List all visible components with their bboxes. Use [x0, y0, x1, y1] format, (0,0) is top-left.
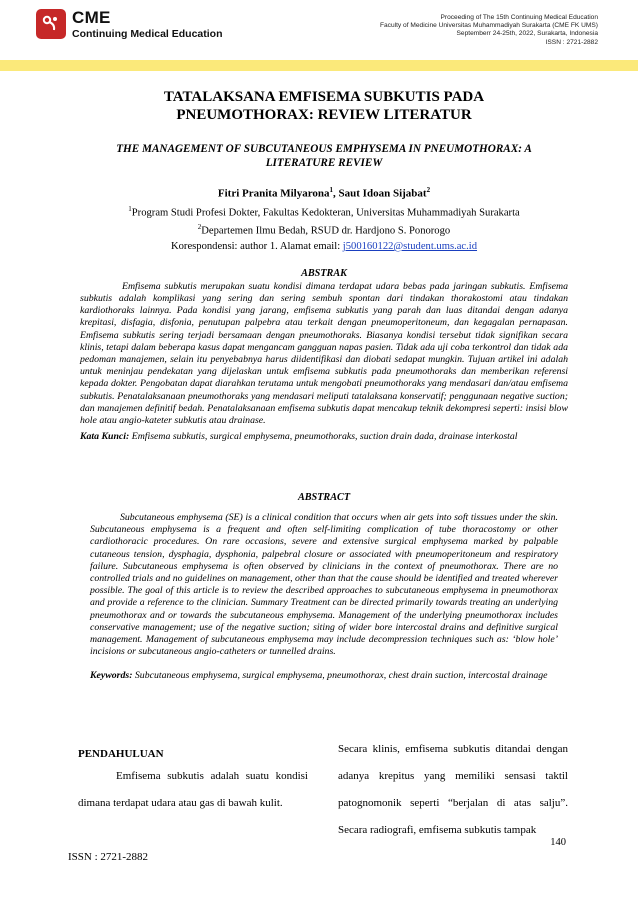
body-paragraph: Emfisema subkutis adalah suatu kondisi dimana terdapat udara atau gas di bawah kulit.	[78, 770, 308, 809]
body-paragraph: Secara klinis, emfisema subkutis ditandai dengan adanya krepitus yang memiliki sensasi taktil patognomonik seperti “berjalan di atas salju”. Secara radiografi, emfisema subkutis tampak	[338, 743, 568, 836]
affiliation-1: $^1$Program Studi Profesi Dokter, Fakultas Kedokteran, Universitas Muhammadiyah Surakarta	[128, 204, 520, 219]
header-yellow-bar	[0, 60, 638, 71]
abstrak-heading: ABSTRAK	[301, 267, 347, 279]
logo-main-text: CME	[72, 8, 111, 27]
title-line: PNEUMOTHORAX: REVIEW LITERATUR	[176, 107, 472, 123]
affiliations	[80, 202, 568, 254]
proceeding-line: ISSN : 2721-2882	[545, 38, 598, 46]
abstract-text: Subcutaneous emphysema (SE) is a clinical condition that occurs when air gets into soft tissues under the skin. Subcutaneous emphysema is a frequent and often self-limiting complication of tube thoracostomy or other cardiothoracic procedures. On rare occasions, severe and extensive surgical emphysema marked by palpable cutaneous tension, dysphagia, dysphonia, palpebral closure or associated with pneumoperitoneum and respiratory failure. Subcutaneous emphysema is often observed by clinicians in the context of pneumothorax. There are no controlled trials and no guidelines on management, other than that the cause should be identified and treated wherever possible. The goal of this article is to review the described approaches to subcutaneous emphysema in pneumothorax and provide a reference to the clinician. Summary Treatment can be directed primarily towards treating an underlying pneumothorax and or towards the subcutaneous emphysema. Management of the underlying pneumothorax includes conservative management; use of the negative suction; siting of wider bore intercostal drains and definitive surgical management. Management of subcutaneous emphysema may include decompression techniques such as: ‘blow hole’ incisions or subcutaneous angio-catheters or tunnelled drains.	[90, 512, 558, 658]
section-heading: PENDAHULUAN	[78, 748, 164, 760]
author-affil-mark: 1	[329, 186, 334, 194]
logo-sub-text: Continuing Medical Education	[72, 28, 223, 40]
keywords-text: Subcutaneous emphysema, surgical emphysema, pneumothorax, chest drain suction, intercostal drainage	[132, 670, 548, 682]
english-title-line: THE MANAGEMENT OF SUBCUTANEOUS EMPHYSEMA IN PNEUMOTHORAX: A	[116, 143, 532, 155]
keywords-label: Keywords:	[90, 670, 133, 682]
proceeding-line: Faculty of Medicine Universitas Muhammadiyah Surakarta (CME FK UMS)	[379, 22, 598, 30]
paper-front-matter	[80, 82, 568, 443]
body-column-right	[338, 736, 568, 844]
author-name: Fitri Pranita Milyarona	[217, 187, 330, 200]
page-number: 140	[550, 837, 566, 848]
author-list	[80, 186, 568, 200]
proceeding-info	[380, 14, 598, 47]
proceeding-line: Septemberr 24-25th, 2022, Surakarta, Indonesia	[456, 30, 598, 38]
page-header	[0, 0, 638, 52]
footer-issn: ISSN : 2721-2882	[68, 851, 149, 863]
affil-mark: 1	[128, 204, 132, 213]
affiliation-2: $^2$Departemen Ilmu Bedah, RSUD dr. Hardjono S. Ponorogo	[197, 223, 451, 237]
abstract-heading: ABSTRACT	[297, 492, 351, 503]
correspondence: Korespondensi: author 1. Alamat email: j500160122@student.ums.ac.id	[170, 240, 478, 252]
keywords-text: Emfisema subkutis, surgical emphysema, pneumothoraks, suction drain dada, drainase interkostal	[129, 431, 518, 443]
cme-logo-icon	[36, 9, 66, 39]
author-affil-mark: 2	[426, 186, 431, 194]
english-title	[80, 142, 568, 170]
affil-mark: 2	[197, 223, 202, 232]
english-abstract	[90, 492, 558, 683]
keywords	[90, 670, 558, 682]
paper-title	[80, 88, 568, 124]
keywords-label: Kata Kunci:	[80, 431, 130, 443]
english-title-line: LITERATURE REVIEW	[265, 157, 383, 169]
email-link[interactable]: j500160122@student.ums.ac.id	[342, 240, 478, 252]
kata-kunci	[80, 431, 568, 443]
author-separator: ,	[333, 187, 339, 200]
body-column-left	[78, 736, 308, 817]
abstrak-text: Emfisema subkutis merupakan suatu kondisi dimana terdapat udara bebas pada jaringan subkutis. Emfisema subkutis adalah komplikasi yang sering dan sering sembuh spontan dari tindakan thorakostomi atau tindakan kardiothoraks lainnya. Pada kondisi yang jarang, emfisema subkutis yang parah dan luas ditandai dengan adanya krepitasi, disfagia, disfonia, penutupan palpebra atau terkait dengan pneumoperitoneum, dan kegagalan pernapasan. Emfisema subkutis sering terjadi bersamaan dengan pneumothoraks. Biasanya kondisi tersebut tidak signifikan secara klinis, tetapi dalam beberapa kasus dapat mengancam gangguan napas pasien. Tidak ada uji coba terkontrol dan tidak ada pedoman manajemen, selain itu penyebabnya harus diidentifikasi dan diobati sedapat mungkin. Tujuan artikel ini adalah untuk meninjau pendekatan yang dijelaskan untuk emfisema subkutis pada pneumothoraks dan memberikan referensi kepada dokter. Pengobatan dapat diarahkan terutama untuk mengobati pneumothoraks yang mendasari dan/atau emfisema subkutis. Penatalaksanaan pneumothoraks yang mendasari meliputi tatalaksana konservatif; penggunaan negative suction; dan manajemen definitif bedah. Penatalaksanaan emfisema subkutis dapat mencakup teknik dekompresi seperti: insisi blow hole atau angio-kateter subkutis atau drainase.	[80, 280, 568, 426]
author-name: Saut Idoan Sijabat	[338, 187, 427, 200]
title-line: TATALAKSANA EMFISEMA SUBKUTIS PADA	[163, 89, 485, 105]
proceeding-line: Proceeding of The 15th Continuing Medical Education	[440, 14, 598, 21]
